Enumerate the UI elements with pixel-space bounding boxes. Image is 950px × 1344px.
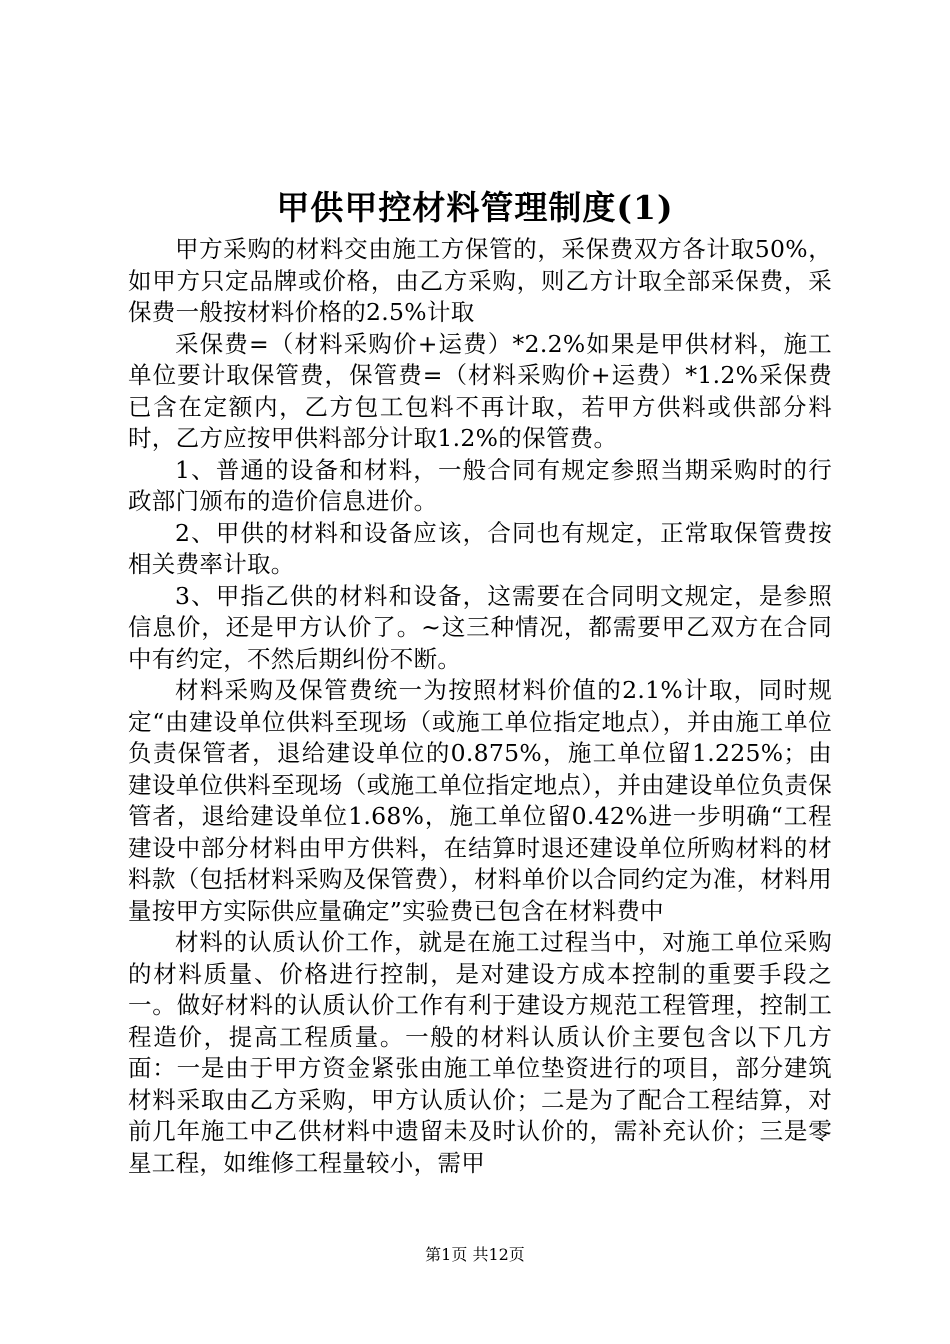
paragraph-3: 1、普通的设备和材料，一般合同有规定参照当期采购时的行政部门颁布的造价信息进价。 <box>128 455 832 515</box>
paragraph-2: 采保费=（材料采购价+运费）*2.2%如果是甲供材料，施工单位要计取保管费，保管费=（材料采购价+运费）*1.2%采保费已含在定额内，乙方包工包料不再计取，若甲方供料或供部分料时，乙方应按甲供料部分计取1.2%的保管费。 <box>128 329 832 452</box>
paragraph-1: 甲方采购的材料交由施工方保管的，采保费双方各计取50%，如甲方只定品牌或价格，由乙方采购，则乙方计取全部采保费，采保费一般按材料价格的2.5%计取 <box>128 235 832 326</box>
document-title: 甲供甲控材料管理制度(1) <box>276 188 674 227</box>
document-body <box>128 234 832 1179</box>
paragraph-7: 材料的认质认价工作，就是在施工过程当中，对施工单位采购的材料质量、价格进行控制，是对建设方成本控制的重要手段之一。做好材料的认质认价工作有利于建设方规范工程管理，控制工程造价，提高工程质量。一般的材料认质认价主要包含以下几方面：一是由于甲方资金紧张由施工单位垫资进行的项目，部分建筑材料采取由乙方采购，甲方认质认价；二是为了配合工程结算，对前几年施工中乙供材料中遗留未及时认价的，需补充认价；三是零星工程，如维修工程量较小，需甲 <box>128 928 832 1177</box>
paragraph-6: 材料采购及保管费统一为按照材料价值的2.1%计取，同时规定“由建设单位供料至现场（或施工单位指定地点），并由施工单位负责保管者，退给建设单位的0.875%，施工单位留1.225%；由建设单位供料至现场（或施工单位指定地点），并由建设单位负责保管者，退给建设单位1.68%，施工单位留0.42%进一步明确“工程建设中部分材料由甲方供料，在结算时退还建设单位所购材料的材料款（包括材料采购及保管费），材料单价以合同约定为准，材料用量按甲方实际供应量确定”实验费已包含在材料费中 <box>128 676 832 925</box>
paragraph-4: 2、甲供的材料和设备应该，合同也有规定，正常取保管费按相关费率计取。 <box>128 518 832 578</box>
paragraph-5: 3、甲指乙供的材料和设备，这需要在合同明文规定，是参照信息价，还是甲方认价了。~这三种情况，都需要甲乙双方在合同中有约定，不然后期纠份不断。 <box>128 581 832 673</box>
page-footer: 第1页 共12页 <box>425 1245 525 1264</box>
